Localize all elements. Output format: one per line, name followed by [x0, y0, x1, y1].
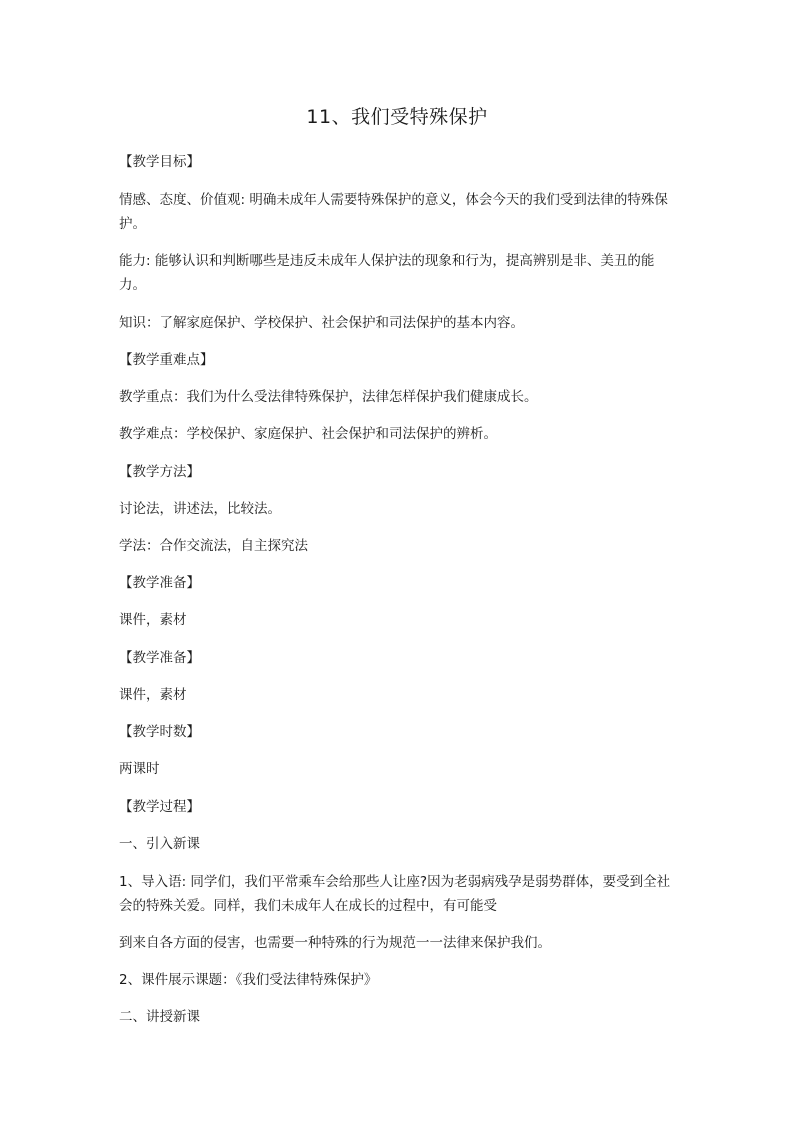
document-title: 11、我们受特殊保护	[306, 106, 488, 128]
paragraph-hours: 两课时	[119, 761, 160, 777]
paragraph-key-point: 教学重点：我们为什么受法律特殊保护，法律怎样保护我们健康成长。	[119, 389, 538, 405]
paragraph-preparation: 课件，素材	[119, 612, 187, 628]
section-heading-methods: 【教学方法】	[119, 464, 200, 480]
paragraph-lead-in: 1、导入语: 同学们，我们平常乘车会给那些人让座?因为老弱病残孕是弱势群体，要受到全社会的特殊关爱。同样，我们未成年人在成长的过程中，有可能受	[119, 874, 671, 914]
paragraph-preparation-2: 课件，素材	[119, 687, 187, 703]
section-heading-hours: 【教学时数】	[119, 724, 200, 740]
paragraph-courseware-topic: 2、课件展示课题：《我们受法律特殊保护》	[119, 972, 378, 988]
paragraph-ability: 能力: 能够认识和判断哪些是违反未成年人保护法的现象和行为，提高辨别是非、美丑的能力。	[119, 253, 655, 293]
paragraph-lead-in-continued: 到来自各方面的侵害，也需要一种特殊的行为规范一一法律来保护我们。	[119, 935, 551, 951]
paragraph-knowledge: 知识：了解家庭保护、学校保护、社会保护和司法保护的基本内容。	[119, 315, 524, 331]
section-heading-process: 【教学过程】	[119, 799, 200, 815]
paragraph-teaching-methods: 讨论法，讲述法，比较法。	[119, 501, 281, 517]
paragraph-new-lesson-heading: 二、讲授新课	[119, 1009, 200, 1025]
section-heading-preparation-2: 【教学准备】	[119, 650, 200, 666]
section-heading-preparation: 【教学准备】	[119, 575, 200, 591]
section-heading-key-points: 【教学重难点】	[119, 352, 214, 368]
paragraph-difficult-point: 教学难点：学校保护、家庭保护、社会保护和司法保护的辨析。	[119, 426, 497, 442]
section-heading-objectives: 【教学目标】	[119, 154, 200, 170]
paragraph-emotion-attitude: 情感、态度、价值观: 明确未成年人需要特殊保护的意义，体会今天的我们受到法律的特殊保护。	[119, 192, 668, 232]
paragraph-introduction-heading: 一、引入新课	[119, 836, 200, 852]
paragraph-learning-methods: 学法：合作交流法，自主探究法	[119, 538, 308, 554]
